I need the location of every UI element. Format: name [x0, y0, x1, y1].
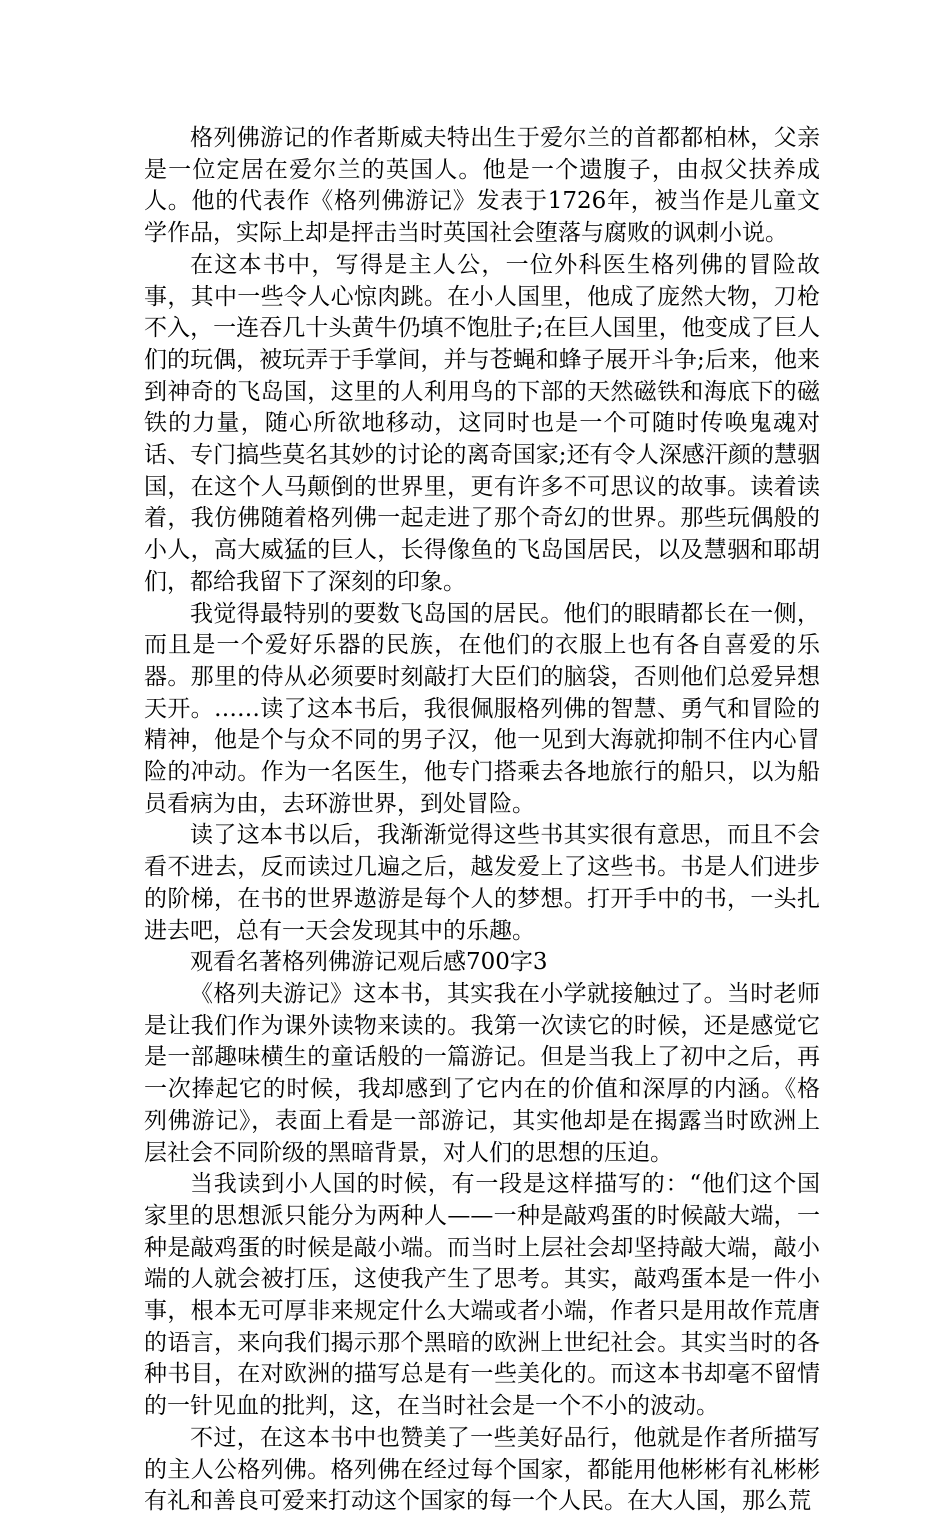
- paragraph-story-summary: 在这本书中，写得是主人公，一位外科医生格列佛的冒险故事，其中一些令人心惊肉跳。在小人国里，他成了庞然大物，刀枪不入，一连吞几十头黄牛仍填不饱肚子;在巨人国里，他变成了巨人们的玩偶，被玩弄于手掌间，并与苍蝇和蜂子展开斗争;后来，他来到神奇的飞岛国，这里的人利用鸟的下部的天然磁铁和海底下的磁铁的力量，随心所欲地移动，这同时也是一个可随时传唤鬼魂对话、专门搞些莫名其妙的讨论的离奇国家;还有令人深感汗颜的慧骃国，在这个人马颠倒的世界里，更有许多不可思议的故事。读着读着，我仿佛随着格列佛一起走进了那个奇幻的世界。那些玩偶般的小人，高大威猛的巨人，长得像鱼的飞岛国居民，以及慧骃和耶胡们，都给我留下了深刻的印象。: [144, 251, 820, 595]
- paragraph-second-essay-intro: 《格列夫游记》这本书，其实我在小学就接触过了。当时老师是让我们作为课外读物来读的。我第一次读它的时候，还是感觉它是一部趣味横生的童话般的一篇游记。但是当我上了初中之后，再一次捧起它的时候，我却感到了它内在的价值和深厚的内涵。《格列佛游记》，表面上看是一部游记，其实他却是在揭露当时欧洲上层社会不同阶级的黑暗背景，对人们的思想的压迫。: [144, 980, 820, 1166]
- paragraph-reading-reflection: 读了这本书以后，我渐渐觉得这些书其实很有意思，而且不会看不进去，反而读过几遍之后，越发爱上了这些书。书是人们进步的阶梯，在书的世界遨游是每个人的梦想。打开手中的书，一头扎进去吧，总有一天会发现其中的乐趣。: [144, 822, 820, 944]
- paragraph-lilliput-eggs: 当我读到小人国的时候，有一段是这样描写的：“他们这个国家里的思想派只能分为两种人——一种是敲鸡蛋的时候敲大端，一种是敲鸡蛋的时候是敲小端。而当时上层社会却坚持敲大端，敲小端的人就会被打压，这使我产生了思考。其实，敲鸡蛋本是一件小事，根本无可厚非来规定什么大端或者小端，作者只是用故作荒唐的语言，来向我们揭示那个黑暗的欧洲上世纪社会。其实当时的各种书目，在对欧洲的描写总是有一些美化的。而这本书却毫不留情的一针见血的批判，这，在当时社会是一个不小的波动。: [144, 1171, 820, 1420]
- paragraph-flying-island: 我觉得最特别的要数飞岛国的居民。他们的眼睛都长在一侧，而且是一个爱好乐器的民族，在他们的衣服上也有各自喜爱的乐器。那里的侍从必须要时刻敲打大臣们的脑袋，否则他们总爱异想天开。……读了这本书后，我很佩服格列佛的智慧、勇气和冒险的精神，他是个与众不同的男子汉，他一见到大海就抑制不住内心冒险的冲动。作为一名医生，他专门搭乘去各地旅行的船只，以为船员看病为由，去环游世界，到处冒险。: [144, 600, 820, 817]
- document-page: [144, 123, 820, 1518]
- section-heading: 观看名著格列佛游记观后感700字3: [190, 949, 548, 976]
- paragraph-virtues: 不过，在这本书中也赞美了一些美好品行，他就是作者所描写的主人公格列佛。格列佛在经过每个国家，都能用他彬彬有礼彬彬有礼和善良可爱来打动这个国家的每一个人民。在大人国，那么荒: [144, 1424, 820, 1515]
- paragraph-author-intro: 格列佛游记的作者斯威夫特出生于爱尔兰的首都都柏林，父亲是一位定居在爱尔兰的英国人。他是一个遗腹子，由叔父扶养成人。他的代表作《格列佛游记》发表于1726年，被当作是儿童文学作品，实际上却是抨击当时英国社会堕落与腐败的讽刺小说。: [144, 125, 820, 247]
